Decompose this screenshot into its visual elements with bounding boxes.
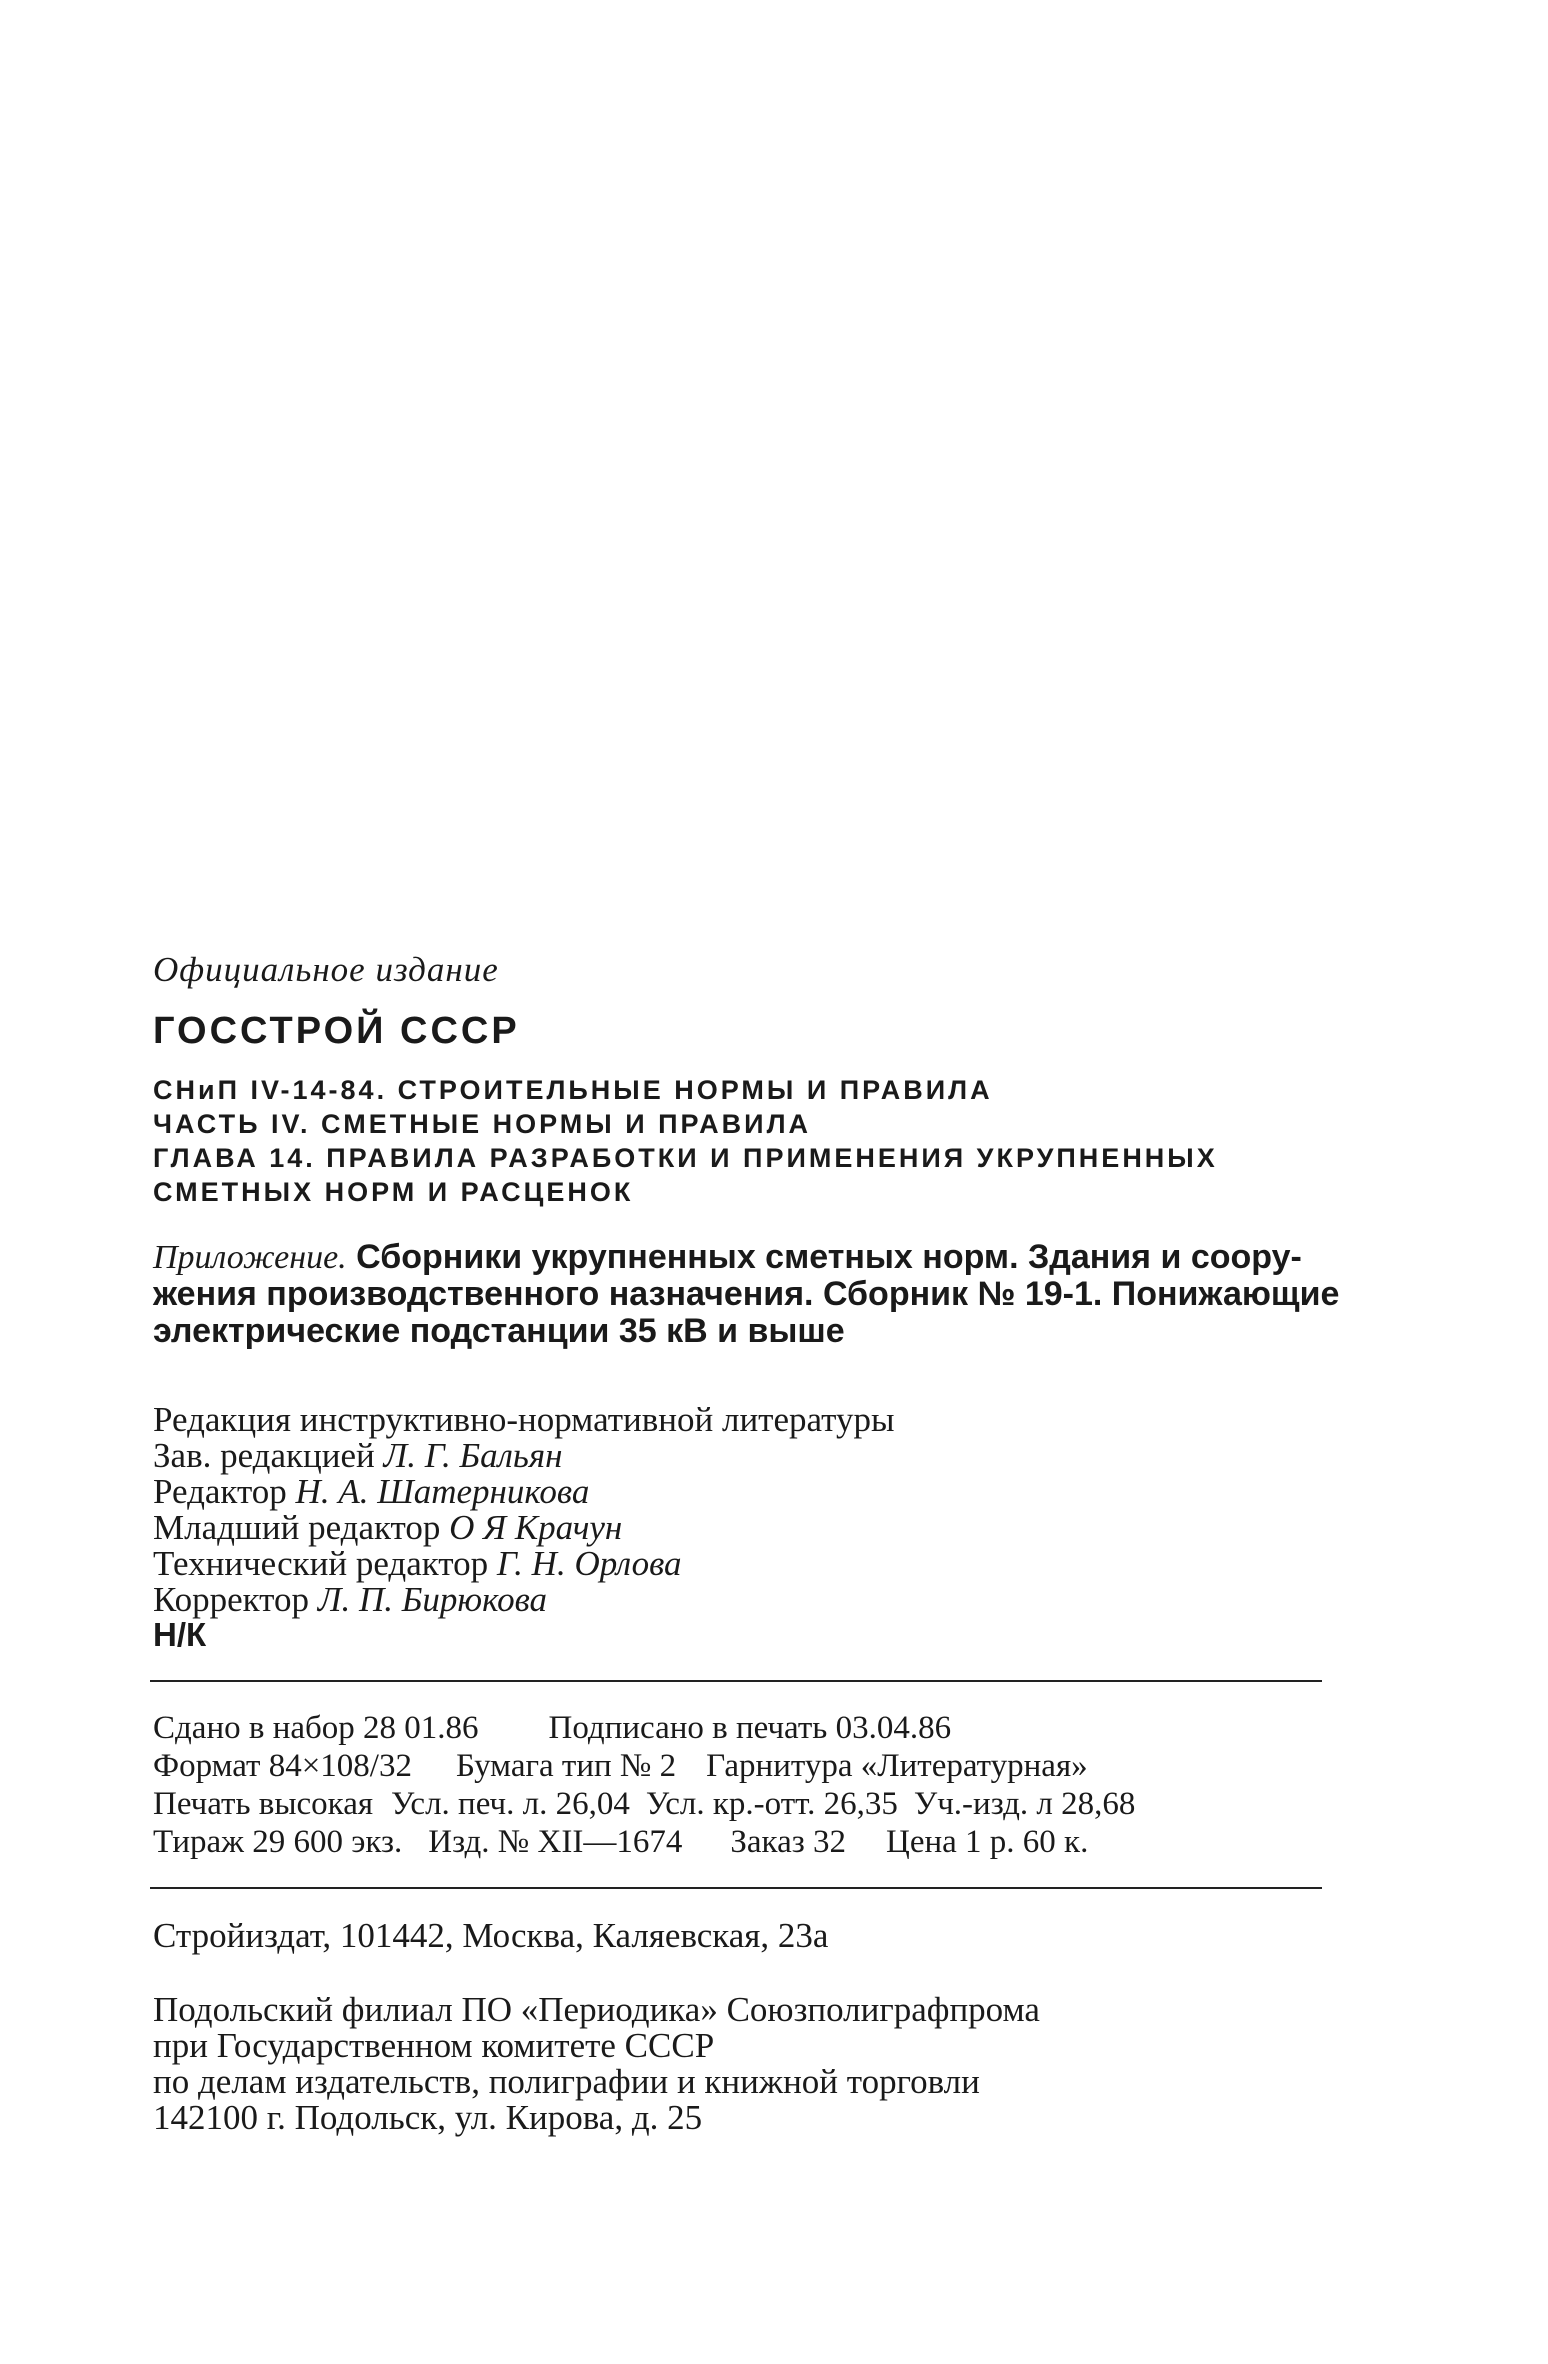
imprint-price: Цена 1 р. 60 к. — [886, 1824, 1089, 1860]
credit-label: Младший редактор — [153, 1508, 441, 1547]
imprint-color-prints: Усл. кр.-отт. 26,35 — [645, 1786, 898, 1822]
heading-line-1: СНиП IV-14-84. СТРОИТЕЛЬНЫЕ НОРМЫ И ПРАВИЛА — [153, 1075, 993, 1105]
imprint-signed: Подписано в печать 03.04.86 — [548, 1710, 952, 1746]
appendix-lead: Приложение. — [153, 1239, 347, 1276]
credit-technical-editor — [153, 1544, 682, 1584]
credit-label: Зав. редакцией — [153, 1436, 375, 1475]
imprint-printing: Печать высокая — [153, 1786, 374, 1822]
appendix-line-3: электрические подстанции 35 кВ и выше — [153, 1312, 845, 1350]
imprint-pub-no: Изд. № XII—1674 — [428, 1824, 683, 1860]
credit-head-editor — [153, 1436, 562, 1476]
imprint-print-sheets: Усл. печ. л. 26,04 — [391, 1786, 630, 1822]
imprint-line-4 — [153, 1824, 1088, 1861]
imprint-submitted: Сдано в набор 28 01.86 — [153, 1710, 479, 1746]
printer-line-2: при Государственном комитете СССР — [153, 2026, 715, 2065]
credit-editor — [153, 1472, 589, 1512]
imprint-run: Тираж 29 600 экз. — [153, 1824, 403, 1860]
imprint-line-2 — [153, 1748, 1088, 1785]
credit-name: Н. А. Шатерникова — [295, 1472, 590, 1511]
appendix-line-2: жения производственного назначения. Сборник № 19-1. Понижающие — [153, 1275, 1340, 1313]
publisher-address: Стройиздат, 101442, Москва, Каляевская, 23а — [153, 1916, 829, 1955]
imprint-pub-sheets: Уч.-изд. л 28,68 — [913, 1786, 1136, 1822]
credit-junior-editor — [153, 1508, 622, 1548]
credit-name: Л. Г. Бальян — [383, 1436, 563, 1475]
heading-line-4: СМЕТНЫХ НОРМ И РАСЦЕНОК — [153, 1177, 634, 1207]
credit-proofreader — [153, 1580, 547, 1620]
imprint-line-3 — [153, 1786, 1135, 1823]
credit-name: О Я Крачун — [449, 1508, 623, 1547]
appendix-line-1-text: Сборники укрупненных сметных норм. Здания и соору- — [356, 1238, 1302, 1276]
printer-line-1: Подольский филиал ПО «Периодика» Союзполиграфпрома — [153, 1990, 1040, 2029]
credit-name: Л. П. Бирюкова — [317, 1580, 548, 1619]
imprint-line-1 — [153, 1710, 951, 1747]
imprint-format: Формат 84×108/32 — [153, 1748, 412, 1784]
heading-line-2: ЧАСТЬ IV. СМЕТНЫЕ НОРМЫ И ПРАВИЛА — [153, 1109, 812, 1139]
official-edition-label: Официальное издание — [153, 950, 499, 989]
printer-line-3: по делам издательств, полиграфии и книжной торговли — [153, 2062, 980, 2101]
credit-code: Н/К — [153, 1616, 207, 1653]
credit-name: Г. Н. Орлова — [496, 1544, 682, 1583]
imprint-paper: Бумага тип № 2 — [455, 1748, 677, 1784]
divider — [150, 1887, 1322, 1889]
imprint-typeface: Гарнитура «Литературная» — [706, 1748, 1088, 1784]
divider — [150, 1680, 1322, 1682]
printer-line-4: 142100 г. Подольск, ул. Кирова, д. 25 — [153, 2098, 703, 2137]
appendix-line-1 — [153, 1238, 1302, 1277]
imprint-order: Заказ 32 — [730, 1824, 847, 1860]
credit-label: Технический редактор — [153, 1544, 489, 1583]
credit-label: Корректор — [153, 1580, 310, 1619]
publisher-heading: ГОССТРОЙ СССР — [153, 1010, 520, 1052]
heading-line-3: ГЛАВА 14. ПРАВИЛА РАЗРАБОТКИ И ПРИМЕНЕНИЯ УКРУПНЕННЫХ — [153, 1143, 1218, 1173]
editorial-department: Редакция инструктивно-нормативной литературы — [153, 1400, 895, 1439]
credit-label: Редактор — [153, 1472, 287, 1511]
